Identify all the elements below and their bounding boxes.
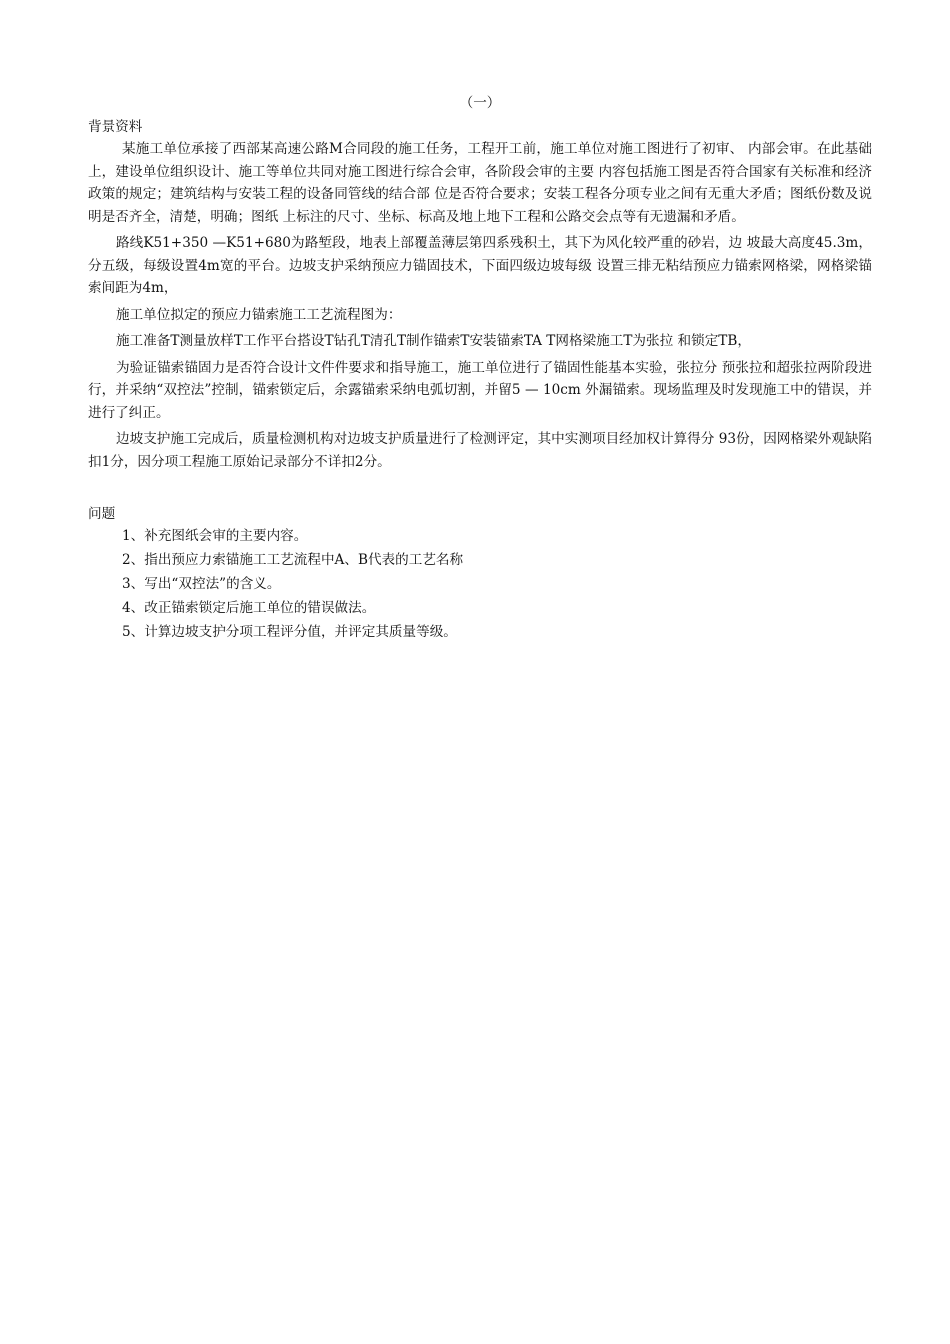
- question-item: 3、写出“双控法”的含义。: [122, 576, 281, 592]
- background-paragraph: 为验证锚索锚固力是否符合设计文件件要求和指导施工，施工单位进行了锚固性能基本实验，张拉分 预张拉和超张拉两阶段进行，并采纳“双控法”控制，锚索锁定后，余露锚索采纳电弧切割，并留5 — 10cm 外漏锚索。现场监理及时发现施工中的错误，并进行了纠正。: [88, 359, 872, 421]
- case-number: （一）: [459, 95, 501, 111]
- background-paragraph: 施工准备T测量放样T工作平台搭设T钻孔T清孔T制作锚索T安装锚索TA T网格梁施工T为张拉 和锁定TB，: [116, 333, 751, 349]
- question-item: 2、指出预应力索锚施工工艺流程中A、B代表的工艺名称: [122, 552, 464, 568]
- background-paragraph: 路线K51+350 —K51+680为路堑段，地表上部覆盖薄层第四系残积土，其下为风化较严重的砂岩，边 坡最大高度45.3m，分五级，每级设置4m宽的平台。边坡支护采纳预应力锚固技术，下面四级边坡每级 设置三排无粘结预应力锚索网格梁，网格梁锚索间距为4m，: [88, 235, 872, 296]
- questions-label: 问题: [88, 506, 116, 522]
- question-item: 1、补充图纸会审的主要内容。: [122, 528, 308, 544]
- question-item: 5、计算边坡支护分项工程评分值，并评定其质量等级。: [122, 624, 457, 640]
- background-paragraph: 施工单位拟定的预应力锚索施工工艺流程图为：: [116, 306, 402, 323]
- background-paragraph: 边坡支护施工完成后，质量检测机构对边坡支护质量进行了检测评定，其中实测项目经加权计算得分 93份，因网格梁外观缺陷扣1分，因分项工程施工原始记录部分不详扣2分。: [88, 431, 872, 470]
- background-label: 背景资料: [88, 119, 143, 135]
- document-page: [88, 92, 872, 645]
- question-list: [88, 525, 872, 644]
- background-paragraph: 某施工单位承接了西部某高速公路M合同段的施工任务，工程开工前，施工单位对施工图进行了初审、 内部会审。在此基础上，建设单位组织设计、施工等单位共同对施工图进行综合会审，各阶段会审的主要 内容包括施工图是否符合国家有关标准和经济政策的规定；建筑结构与安装工程的设备同管线的结合部 位是否符合要求；安装工程各分项专业之间有无重大矛盾；图纸份数及说明是否齐全，清楚，明确；图纸 上标注的尺寸、坐标、标高及地上地下工程和公路交会点等有无遗漏和矛盾。: [88, 141, 872, 225]
- section-spacer: [88, 477, 872, 503]
- question-item: 4、改正锚索锁定后施工单位的错误做法。: [122, 600, 376, 616]
